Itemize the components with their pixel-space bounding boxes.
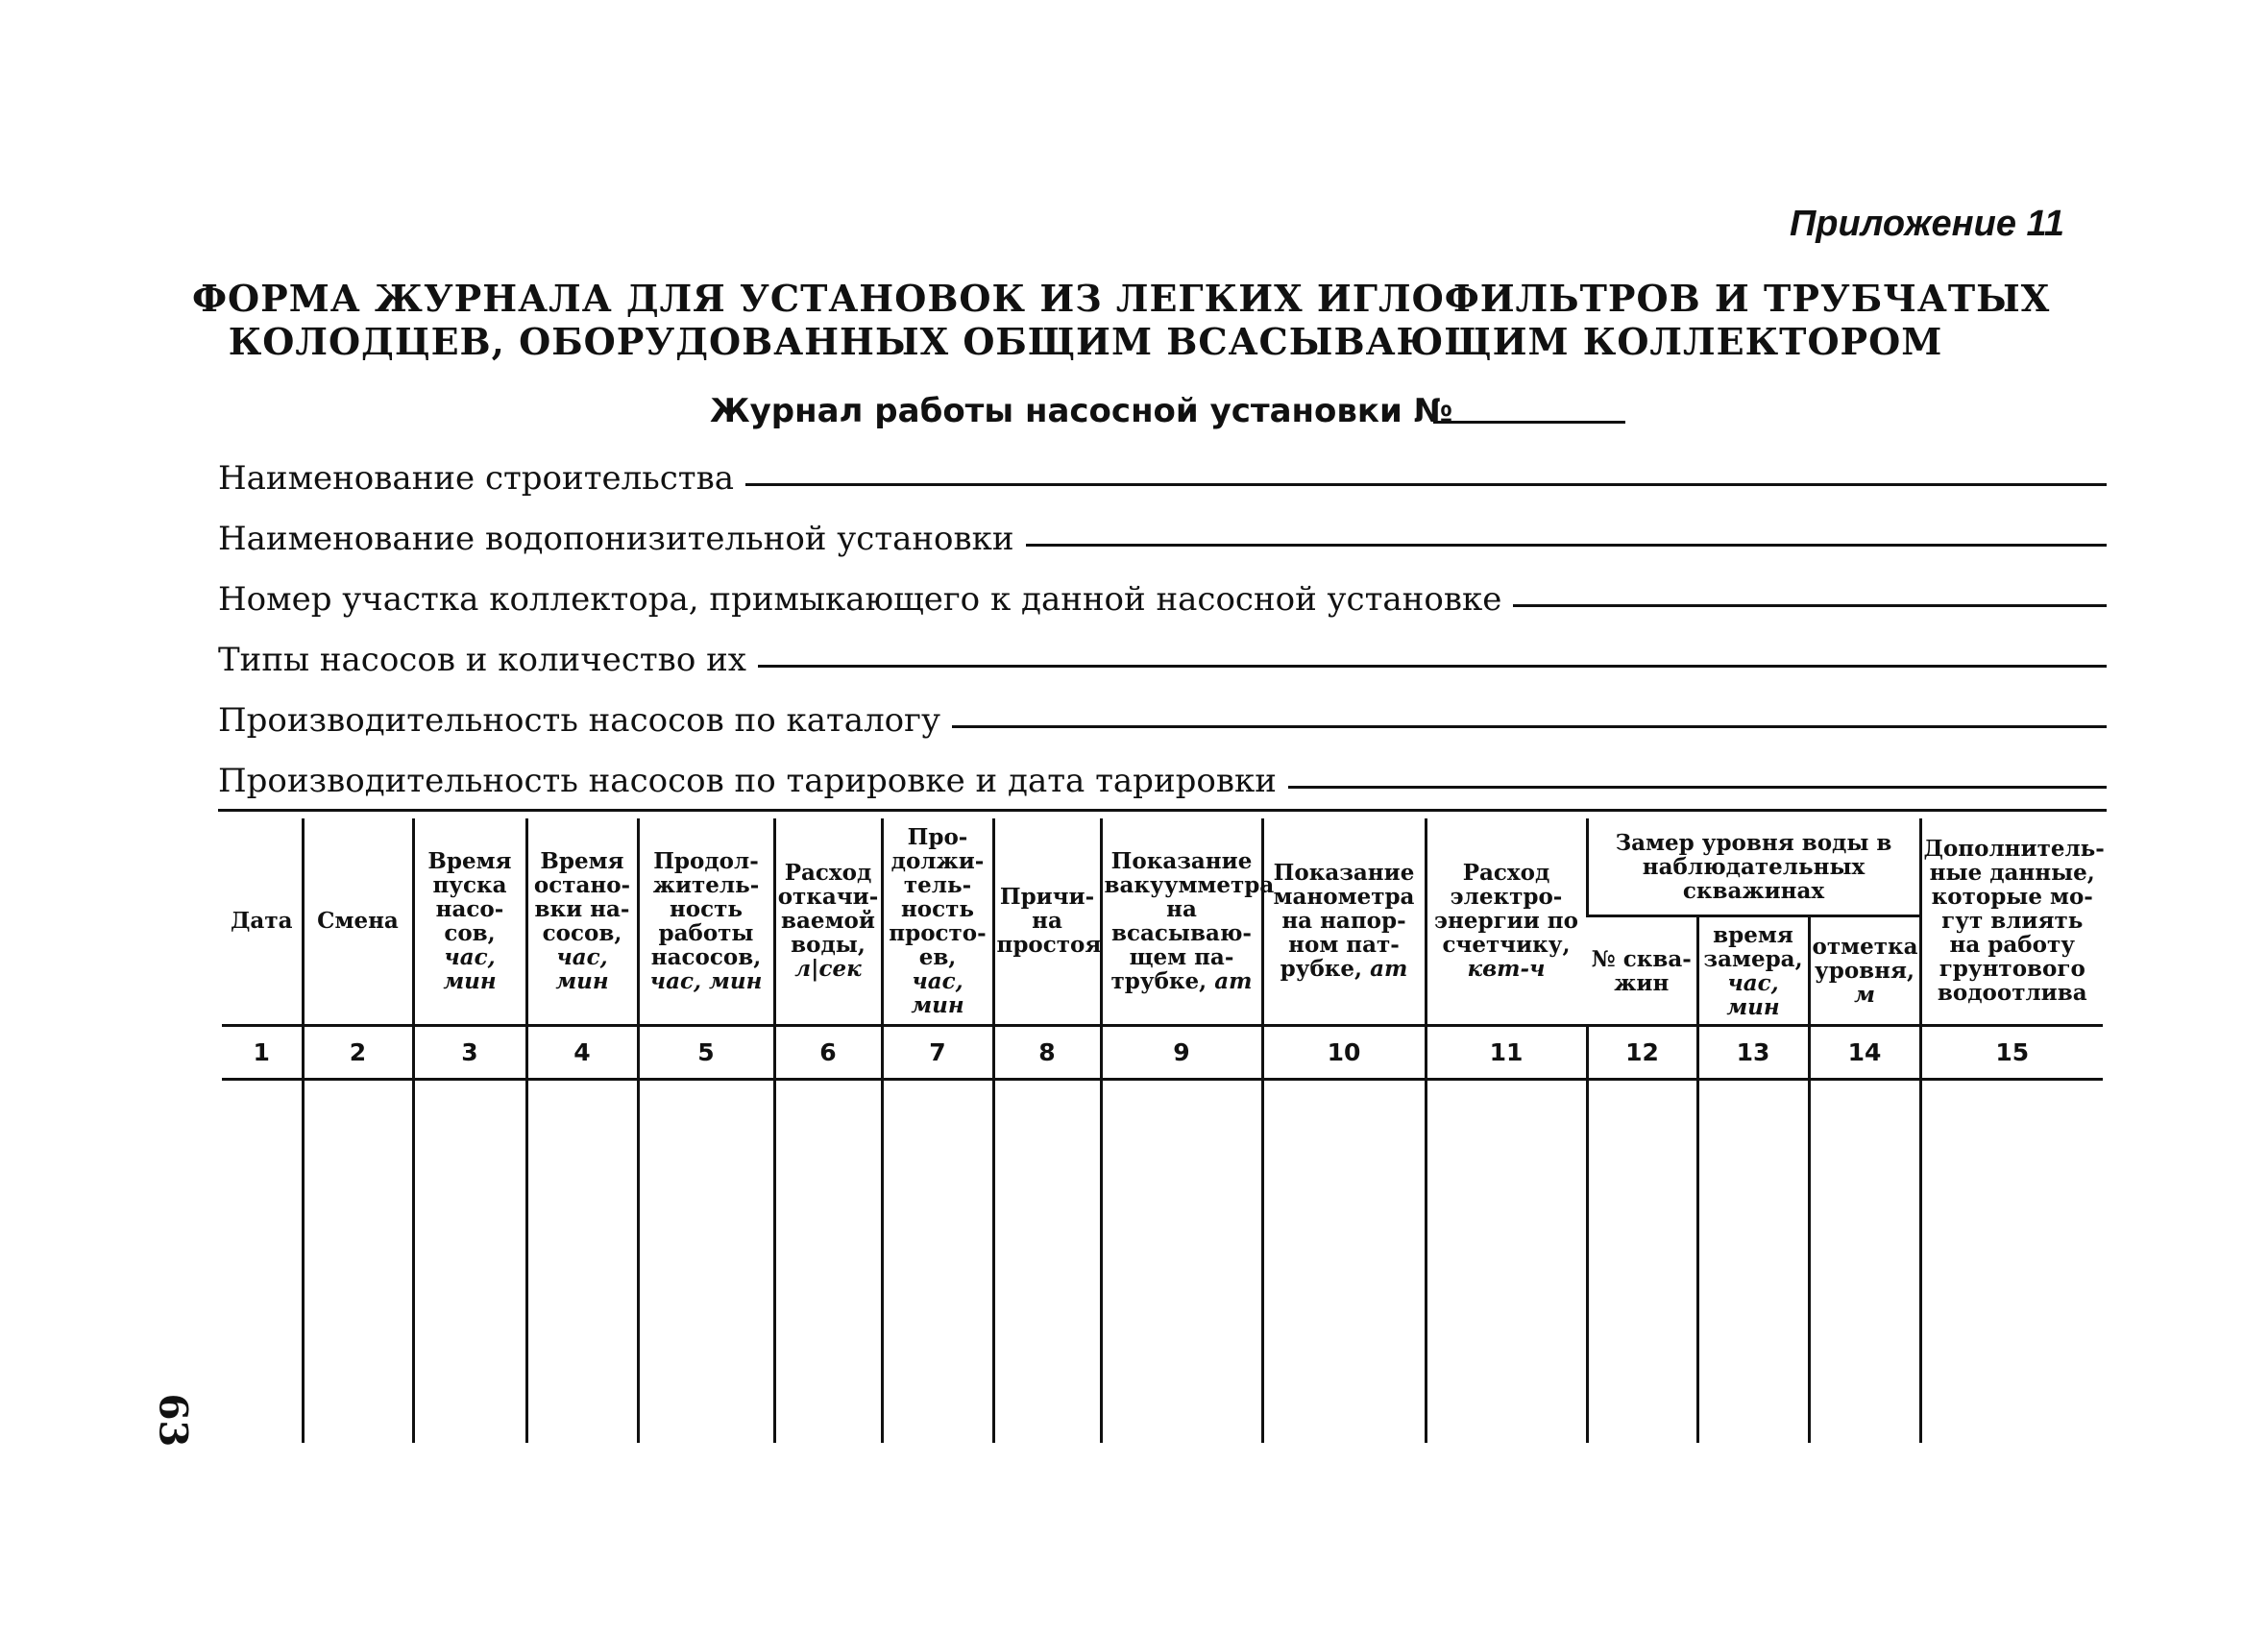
entry-cell-measure-time[interactable] [1697, 1079, 1809, 1443]
column-number: 15 [1920, 1025, 2103, 1079]
column-number: 13 [1697, 1025, 1809, 1079]
table-entry-row [222, 1079, 2103, 1443]
header-work-duration: Продол-житель-ность работы насосов, час, мин [638, 818, 774, 1025]
entry-cell-downtime[interactable] [882, 1079, 993, 1443]
column-number: 10 [1262, 1025, 1426, 1079]
header-water-flow: Расход откачи-ваемой воды, л|сек [774, 818, 882, 1025]
column-number-row [222, 1025, 2103, 1079]
field-blank[interactable] [1026, 544, 2107, 547]
entry-cell-manometer-reading[interactable] [1262, 1079, 1426, 1443]
header-additional-data: Дополнитель-ные данные, которые мо-гут влиять на работу грунтового водоотлива [1920, 818, 2103, 1025]
column-number: 12 [1587, 1025, 1697, 1079]
entry-cell-water-flow[interactable] [774, 1079, 882, 1443]
entry-cell-start-time[interactable] [413, 1079, 526, 1443]
field-collector-section [218, 571, 2107, 619]
entry-cell-additional-data[interactable] [1920, 1079, 2103, 1443]
field-blank[interactable] [952, 725, 2107, 728]
entry-cell-stop-time[interactable] [526, 1079, 638, 1443]
entry-cell-date[interactable] [222, 1079, 303, 1443]
page-number: 63 [150, 1393, 196, 1448]
field-blank[interactable] [1288, 786, 2107, 789]
appendix-label: Приложение 11 [1789, 204, 2064, 244]
column-number: 4 [526, 1025, 638, 1079]
entry-cell-work-duration[interactable] [638, 1079, 774, 1443]
header-energy-use: Расход электро-энергии по счетчику, квт-ч [1426, 818, 1587, 1025]
header-start-time: Время пуска насо-сов, час, мин [413, 818, 526, 1025]
field-blank[interactable] [745, 483, 2107, 486]
journal-table [222, 818, 2103, 1443]
field-capacity-calibration [218, 752, 2107, 800]
field-label: Наименование строительства [218, 459, 734, 498]
entry-cell-level-mark[interactable] [1809, 1079, 1920, 1443]
field-pump-types [218, 631, 2107, 679]
column-number: 5 [638, 1025, 774, 1079]
field-installation-name [218, 510, 2107, 558]
field-label: Номер участка коллектора, примыкающего к данной насосной установке [218, 580, 1502, 619]
column-number: 3 [413, 1025, 526, 1079]
entry-cell-downtime-reason[interactable] [993, 1079, 1101, 1443]
field-label: Типы насосов и количество их [218, 641, 746, 679]
header-manometer-reading: Показание манометра на напор-ном пат-рубке, ат [1262, 818, 1426, 1025]
column-number: 6 [774, 1025, 882, 1079]
entry-cell-energy-use[interactable] [1426, 1079, 1587, 1443]
field-label: Наименование водопонизительной установки [218, 520, 1014, 558]
field-blank[interactable] [758, 665, 2107, 668]
form-title-line-1: ФОРМА ЖУРНАЛА ДЛЯ УСТАНОВОК ИЗ ЛЕГКИХ ИГЛОФИЛЬТРОВ И ТРУБЧАТЫХ [192, 277, 2051, 320]
header-downtime: Про-должи-тель-ность просто-ев, час, мин [882, 818, 993, 1025]
header-date: Дата [222, 818, 303, 1025]
header-shift: Смена [303, 818, 413, 1025]
header-level-mark: отметка уровня, м [1809, 916, 1920, 1026]
entry-cell-well-number[interactable] [1587, 1079, 1697, 1443]
column-number: 8 [993, 1025, 1101, 1079]
header-measure-time: время замера, час, мин [1697, 916, 1809, 1026]
column-number: 14 [1809, 1025, 1920, 1079]
column-number: 7 [882, 1025, 993, 1079]
column-number: 11 [1426, 1025, 1587, 1079]
column-number: 1 [222, 1025, 303, 1079]
journal-number-blank[interactable] [1433, 421, 1625, 424]
field-label: Производительность насосов по тарировке и дата тарировки [218, 762, 1277, 800]
entry-cell-vacuum-reading[interactable] [1101, 1079, 1262, 1443]
field-blank[interactable] [1513, 604, 2107, 607]
entry-cell-shift[interactable] [303, 1079, 413, 1443]
header-group-level-measure: Замер уровня воды в наблюдательных скважинах [1587, 818, 1920, 916]
column-number: 2 [303, 1025, 413, 1079]
table-top-rule [218, 809, 2107, 812]
column-number: 9 [1101, 1025, 1262, 1079]
journal-subtitle: Журнал работы насосной установки № [710, 392, 1453, 430]
header-stop-time: Время остано-вки на-сосов, час, мин [526, 818, 638, 1025]
field-capacity-catalog [218, 692, 2107, 740]
form-title-line-2: КОЛОДЦЕВ, ОБОРУДОВАННЫХ ОБЩИМ ВСАСЫВАЮЩИМ КОЛЛЕКТОРОМ [228, 320, 1943, 363]
header-downtime-reason: Причи-на простоя [993, 818, 1101, 1025]
field-label: Производительность насосов по каталогу [218, 701, 940, 740]
field-construction-name [218, 450, 2107, 498]
header-well-number: № сква-жин [1587, 916, 1697, 1026]
header-vacuum-reading: Показание вакуумметра на всасываю-щем па-трубке, ат [1101, 818, 1262, 1025]
